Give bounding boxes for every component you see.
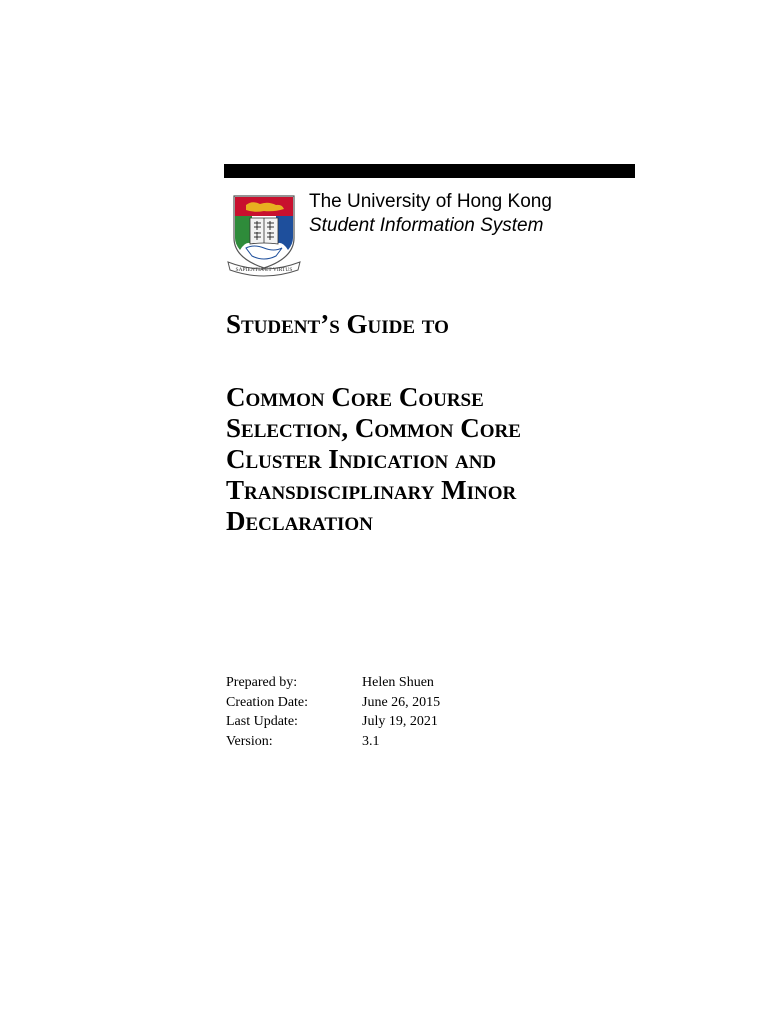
title-line: Transdisciplinary Minor xyxy=(226,475,517,505)
meta-value: Helen Shuen xyxy=(362,675,434,690)
meta-value: July 19, 2021 xyxy=(362,714,438,729)
title-line: Common Core Course xyxy=(226,382,484,412)
guide-subtitle: Student’s Guide to xyxy=(226,309,449,339)
university-name: The University of Hong Kong xyxy=(309,191,552,212)
system-name: Student Information System xyxy=(309,215,544,236)
meta-row-creation-date xyxy=(226,693,440,713)
meta-label: Last Update: xyxy=(226,714,298,729)
meta-label: Creation Date: xyxy=(226,694,309,710)
meta-row-prepared-by xyxy=(226,673,440,693)
title-line: Cluster Indication and xyxy=(226,444,497,474)
title-line: Selection, Common Core xyxy=(226,413,521,443)
meta-row-version xyxy=(226,732,440,752)
hku-crest-logo xyxy=(226,192,302,278)
meta-value: June 26, 2015 xyxy=(362,694,441,710)
meta-label: Version: xyxy=(226,733,273,749)
document-title xyxy=(226,382,521,537)
meta-value: 3.1 xyxy=(362,733,380,749)
meta-label: Prepared by: xyxy=(226,675,298,690)
top-rule xyxy=(224,164,635,178)
meta-row-last-update xyxy=(226,712,440,732)
document-metadata xyxy=(226,673,440,751)
university-block xyxy=(309,190,552,238)
crest-motto: SAPIENTIA ET VIRTUS xyxy=(235,267,293,273)
title-line: Declaration xyxy=(226,506,373,536)
